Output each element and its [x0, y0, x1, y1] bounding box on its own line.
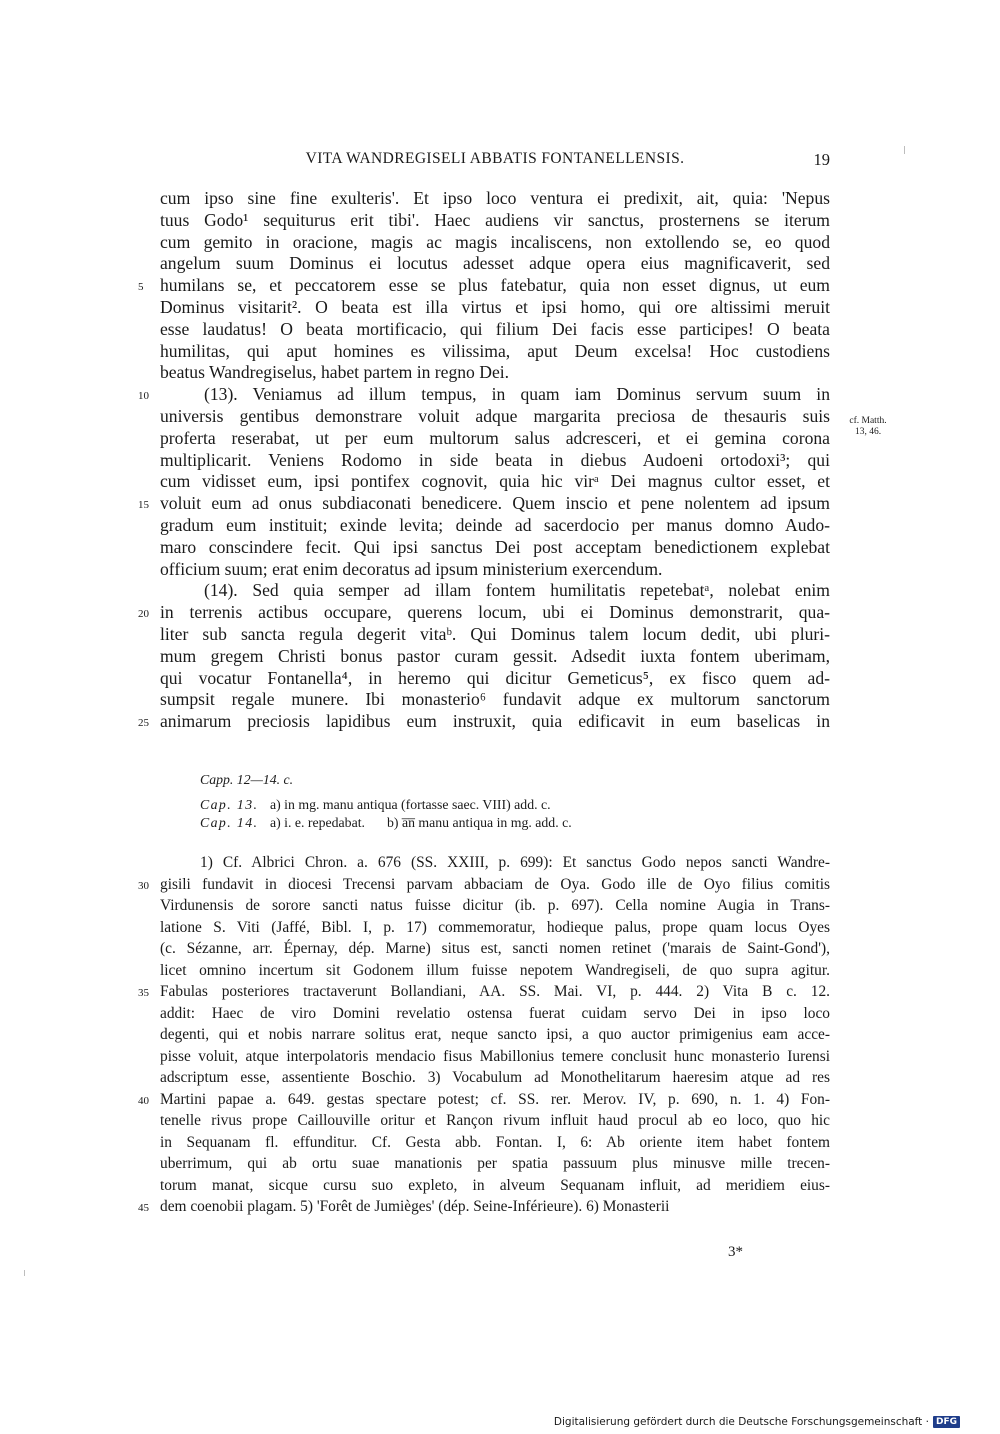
- line-text: mum gregem Christi bonus pastor curam gessit. Adsedit iuxta fontem uberimam,: [160, 645, 830, 666]
- line-text: torum manat, sicque cursu suo expleto, in alveum Sequanam influit, ad meridiem eius-: [160, 1176, 830, 1194]
- footnote-line: [160, 1175, 830, 1197]
- critical-apparatus-entry: [200, 796, 760, 814]
- line-text: cum vidisset eum, ipsi pontifex cognovit, quia hic virᵃ Dei magnus cultor esset, et: [160, 471, 830, 492]
- line-text: gisili fundavit in diocesi Trecensi parvam abbaciam de Oya. Godo ille de Oyo filius comitis: [160, 875, 830, 893]
- footnote-line: [160, 1046, 830, 1068]
- line-text: Martini papae a. 649. gestas spectare potest; cf. SS. rer. Merov. IV, p. 690, n. 1. 4) Fon-: [160, 1090, 830, 1108]
- text-line: [160, 297, 830, 319]
- line-text: esse laudatus! O beata mortificacio, qui filium Dei facis esse participes! O beata: [160, 318, 830, 339]
- footnote-line: [138, 874, 830, 896]
- line-text: (13). Veniamus ad illum tempus, in quam iam Dominus servum suum in: [204, 384, 830, 405]
- text-line: [160, 471, 830, 493]
- line-text: dem coenobii plagam. 5) 'Forêt de Jumièges' (dép. Seine-Inférieure). 6) Monasterii: [160, 1198, 670, 1215]
- line-text: cum ipso sine fine exulteris'. Et ipso loco ventura ei predixit, ait, quia: 'Nepus: [160, 188, 830, 208]
- marginal-reference-line: cf. Matth.: [849, 416, 887, 426]
- line-text: pisse voluit, atque interpolatoris mendacio fisus Mabillonius temere conclusit hunc monasterio Iurensi: [160, 1047, 830, 1065]
- running-title: VITA WANDREGISELI ABBATIS FONTANELLENSIS.: [305, 150, 685, 167]
- line-text: (c. Sézanne, arr. Épernay, dép. Marne) situs est, sancti nomen retinet ('marais de Saint-Gond'),: [160, 940, 830, 957]
- footnote-line: [160, 1024, 830, 1046]
- footnote-line: [160, 960, 830, 982]
- line-number: 40: [138, 1094, 149, 1107]
- text-line: [160, 210, 830, 232]
- line-text: humilans se, et peccatorem esse se plus fatebatur, quia non esset dignus, ut eum: [160, 275, 830, 296]
- text-line: [160, 559, 830, 581]
- line-text: sumpsit regale munere. Ibi monasterio⁶ fundavit adque ex multorum sanctorum: [160, 689, 830, 710]
- line-text: tuus Godo¹ sequiturus erit tibi'. Haec audiens vir sanctus, prosternens se iterum: [160, 209, 830, 230]
- line-text: maro conscindere fecit. Qui ipsi sanctus Dei post acceptam benedictionem explebat: [160, 536, 830, 557]
- line-text: liter sub sancta regula degerit vitaᵇ. Qui Dominus talem locum dedit, ubi pluri-: [160, 623, 830, 644]
- text-line: [160, 580, 830, 602]
- text-line: [160, 515, 830, 537]
- apparatus-note: b) a̅n̅ manu antiqua in mg. add. c.: [387, 815, 572, 830]
- footnote-line: [160, 1003, 830, 1025]
- marginal-reference-line: 13, 46.: [854, 426, 882, 437]
- line-text: degenti, qui et nobis narrare solitus erat, neque sancto ipsi, a quo auctor primigenius eam acce-: [160, 1026, 830, 1043]
- text-line: [160, 232, 830, 254]
- text-line: [160, 450, 830, 472]
- critical-apparatus-heading: Capp. 12—14. c.: [200, 772, 294, 787]
- line-text: tenelle rivus prope Caillouville oritur et Rançon rivum influit haud procul ab eo loco, quo hic: [160, 1112, 830, 1129]
- line-text: officium suum; erat enim decoratus ad ipsum ministerium exercendum.: [160, 558, 663, 579]
- line-text: Fabulas posteriores tractaverunt Bollandiani, AA. SS. Mai. VI, p. 444. 2) Vita B c. 12.: [160, 983, 830, 1000]
- line-text: multiplicarit. Veniens Rodomo in side beata in diebus Audoeni ortodoxi³; qui: [160, 449, 830, 470]
- signature-mark: 3*: [728, 1244, 743, 1260]
- text-line: [160, 406, 830, 428]
- line-number: 25: [138, 717, 149, 730]
- apparatus-note: a) i. e. repedabat.: [270, 815, 365, 830]
- line-text: universis gentibus demonstrare voluit adque margarita preciosa de thesauris suis: [160, 405, 830, 426]
- line-text: addit: Haec de viro Domini revelatio ostensa fuerat cuidam servo Dei in ipso loco: [160, 1004, 830, 1022]
- apparatus-chapter-label: Cap. 13.: [200, 797, 259, 812]
- footnote-line: [160, 895, 830, 917]
- line-text: beatus Wandregiselus, habet partem in regno Dei.: [160, 362, 510, 383]
- text-line: [160, 428, 830, 450]
- text-line: [160, 537, 830, 559]
- line-text: licet omnino incertum sit Godonem illum fuisse nepotem Wandregiseli, de quo supra agitur.: [160, 961, 830, 979]
- text-line: [138, 493, 830, 515]
- line-text: 1) Cf. Albrici Chron. a. 676 (SS. XXIII, p. 699): Et sanctus Godo nepos sancti Wandre-: [200, 854, 830, 871]
- text-line: [160, 624, 830, 646]
- credit-text: Digitalisierung gefördert durch die Deutsche Forschungsgemeinschaft ·: [553, 1416, 929, 1428]
- line-text: Dominus visitarit². O beata est illa virtus et ipsi homo, qui ore altissimi meruit: [160, 296, 830, 317]
- text-line: [160, 253, 830, 275]
- footnote-line: [160, 1132, 830, 1154]
- footnote-line: [138, 981, 830, 1003]
- line-text: in terrenis actibus occupare, querens locum, ubi ei Dominus demonstrarit, qua-: [160, 602, 830, 623]
- dfg-logo: DFG: [933, 1416, 960, 1428]
- main-text: [138, 188, 830, 733]
- line-text: uberrimum, qui ab ortu suae manationis per spatia passuum plus minusve mille trecen-: [160, 1155, 830, 1172]
- line-text: cum gemito in oracione, magis ac magis incaliscens, non extollendo se, eo quod: [160, 231, 830, 252]
- footnote-line: [160, 938, 830, 960]
- critical-apparatus-entry: [200, 814, 760, 832]
- line-text: voluit eum ad onus subdiaconati benedicere. Quem inscio et pene nolentem ad ipsum: [160, 493, 830, 514]
- text-line: [160, 668, 830, 690]
- line-text: adscriptum esse, assentiente Boschio. 3) Vocabulum ad Monothelitarum haeresim atque ad res: [160, 1069, 830, 1086]
- text-line: [160, 188, 830, 210]
- line-number: 30: [138, 879, 149, 892]
- line-text: humilitas, qui aput homines es vilissima, aput Deum excelsa! Hoc custodiens: [160, 340, 830, 361]
- digitization-credit: [554, 1416, 960, 1428]
- footnote-line: [160, 1067, 830, 1089]
- text-line: [138, 275, 830, 297]
- footnote-line: [160, 1110, 830, 1132]
- line-number: 35: [138, 987, 149, 999]
- text-line: [160, 646, 830, 668]
- line-text: (14). Sed quia semper ad illam fontem humilitatis repetebatᵃ, nolebat enim: [204, 580, 830, 601]
- page-number: 19: [813, 150, 830, 169]
- footnote-line: [160, 917, 830, 939]
- footnote-line: [160, 852, 830, 874]
- line-number: 20: [138, 608, 149, 621]
- text-line: [138, 711, 830, 733]
- line-number: 45: [138, 1202, 149, 1214]
- footnote-line: [138, 1089, 830, 1111]
- text-line: [160, 362, 830, 384]
- line-text: in Sequanam fl. effunditur. Cf. Gesta abb. Fontan. I, 6: Ab oriente item habet fontem: [160, 1133, 830, 1151]
- footnote-line: [160, 1153, 830, 1175]
- text-line: [160, 341, 830, 363]
- apparatus-note: a) in mg. manu antiqua (fortasse saec. VIII) add. c.: [270, 797, 551, 812]
- marginal-reference: [838, 416, 898, 437]
- line-text: angelum suum Dominus ei locutus adesset adque opera eius magnificaverit, sed: [160, 253, 830, 274]
- line-text: latione S. Viti (Jaffé, Bibl. I, p. 17) commemoratur, hodieque palus, prope quam locus Oyes: [160, 918, 830, 936]
- text-line: [138, 602, 830, 624]
- text-line: [138, 384, 830, 406]
- line-text: gradum eum instituit; exinde levita; deinde ad sacerdocio per manus domno Audo-: [160, 514, 830, 535]
- scan-mark: [904, 146, 905, 154]
- line-text: proferta reserabat, ut per eum multorum salus adcresceri, et ei gemina corona: [160, 427, 830, 448]
- line-text: Virdunensis de sorore sancti natus fuisse dicitur (ib. p. 697). Cella nomine Augia in Trans-: [160, 897, 830, 914]
- apparatus-chapter-label: Cap. 14.: [200, 815, 259, 830]
- line-number: 15: [138, 499, 149, 512]
- text-line: [160, 319, 830, 341]
- footnotes: [138, 852, 830, 1218]
- scan-mark: [24, 1270, 25, 1276]
- line-text: qui vocatur Fontanella⁴, in heremo qui dicitur Gemeticus⁵, ex fisco quem ad-: [160, 667, 830, 688]
- line-number: 10: [138, 390, 149, 403]
- text-line: [160, 689, 830, 711]
- line-text: animarum preciosis lapidibus eum instruxit, quia edificavit in eum baselicas in: [160, 711, 830, 732]
- line-number: 5: [138, 281, 144, 294]
- footnote-line: [138, 1196, 830, 1218]
